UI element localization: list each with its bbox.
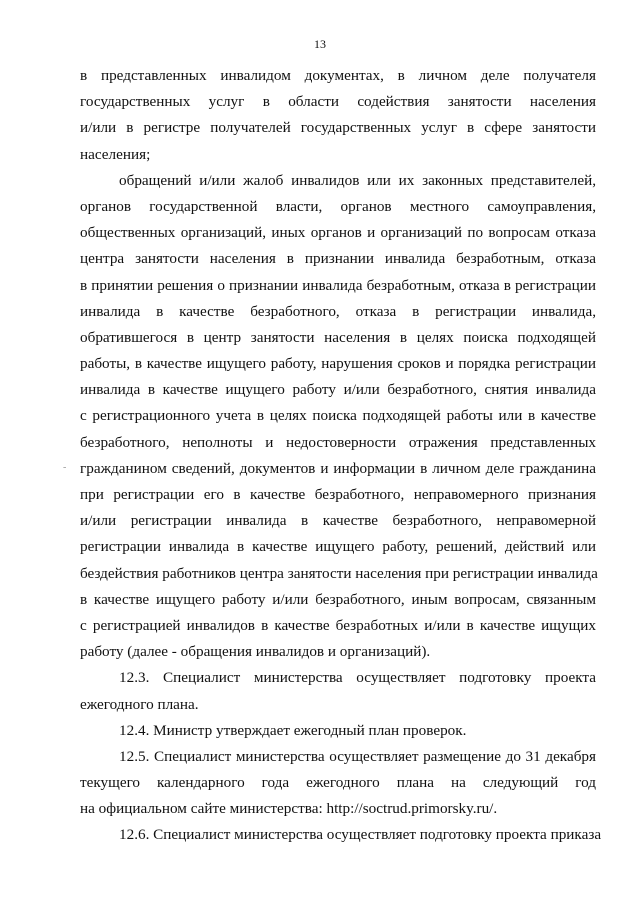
text-line: обратившегося в центр занятости населения в целях поиска подходящей — [80, 328, 596, 346]
margin-mark: - — [63, 462, 67, 473]
text-line: и/или регистрации инвалида в качестве безработного, неправомерной — [80, 512, 596, 530]
text-line: работы, в качестве ищущего работу, нарушения сроков и порядка регистрации — [80, 355, 596, 373]
text-line: работу (далее - обращения инвалидов и организаций). — [80, 643, 431, 661]
document-body — [80, 63, 602, 849]
text-line: государственных услуг в области содействия занятости населения — [80, 93, 596, 111]
text-line: 12.5. Специалист министерства осуществляет размещение до 31 декабря — [119, 747, 596, 765]
text-line: ежегодного плана. — [80, 695, 199, 713]
page-number: 13 — [314, 37, 326, 51]
text-line: органов государственной власти, органов местного самоуправления, — [80, 197, 596, 215]
text-line: текущего календарного года ежегодного плана на следующий год — [80, 774, 596, 792]
text-line: при регистрации его в качестве безработного, неправомерного признания — [80, 486, 596, 503]
text-line: с регистрационного учета в целях поиска подходящей работы или в качестве — [80, 407, 596, 425]
text-line: на официальном сайте министерства: http://soctrud.primorsky.ru/. — [80, 800, 498, 818]
text-line: инвалида в качестве ищущего работу и/или безработного, снятия инвалида — [80, 381, 596, 399]
text-line: бездействия работников центра занятости населения при регистрации инвалида — [80, 564, 598, 582]
text-line: обращений и/или жалоб инвалидов или их законных представителей, — [119, 171, 596, 189]
text-line: гражданином сведений, документов и информации в личном деле гражданина — [80, 459, 596, 477]
text-line: центра занятости населения в признании инвалида безработным, отказа — [80, 250, 596, 268]
text-line: 12.3. Специалист министерства осуществляет подготовку проекта — [119, 669, 596, 687]
text-line: безработного, неполноты и недостоверности отражения представленных — [80, 433, 596, 451]
text-line: в принятии решения о признании инвалида безработным, отказа в регистрации — [80, 276, 596, 294]
text-line: и/или в регистре получателей государственных услуг в сфере занятости — [80, 119, 596, 137]
text-line: населения; — [80, 145, 151, 163]
text-line: в качестве ищущего работу и/или безработного, иным вопросам, связанным — [80, 590, 596, 608]
text-line: с регистрацией инвалидов в качестве безработных и/или в качестве ищущих — [80, 616, 596, 634]
text-line: в представленных инвалидом документах, в личном деле получателя — [80, 67, 596, 84]
text-line: общественных организаций, иных органов и организаций по вопросам отказа — [80, 224, 596, 242]
text-line: инвалида в качестве безработного, отказа в регистрации инвалида, — [80, 302, 596, 320]
text-line: 12.6. Специалист министерства осуществляет подготовку проекта приказа — [119, 826, 602, 844]
text-line: 12.4. Министр утверждает ежегодный план проверок. — [119, 721, 467, 739]
text-line: регистрации инвалида в качестве ищущего работу, решений, действий или — [80, 538, 596, 556]
